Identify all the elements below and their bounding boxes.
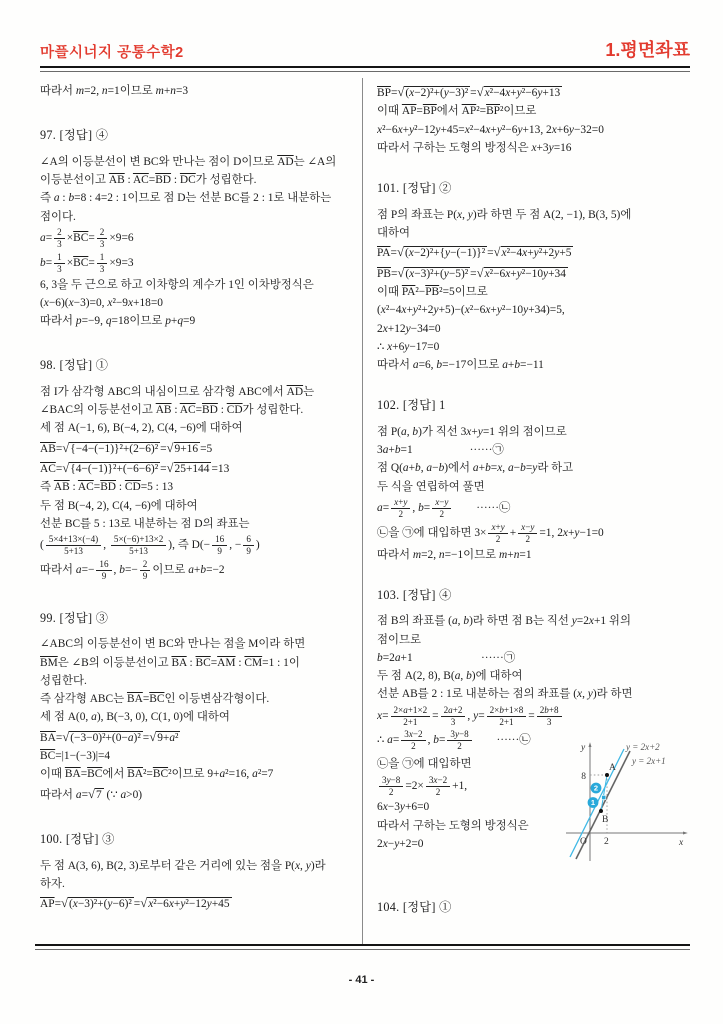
solution-line: 이때 $\overline{PA}^2-\overline{PB}^2=5$이므로 [377, 286, 488, 299]
solution-line: 2x+12y−34=0 [377, 322, 441, 335]
solution-line: $\overline{BM}$은 ∠B의 이등분선이고 $\overline{BA}$ : $\overline{BC}=\overline{AM}$ : $\overline{CM}=1$ : 1이 [40, 656, 300, 669]
solution-line: 두 점 B(−4, 2), C(4, −6)에 대하여 [40, 499, 198, 512]
solution-line: x²−6x+y²−12y+45=x²−4x+y²−6y+13, 2x+6y−32=0 [377, 123, 604, 136]
solution-line: 점 P(a, b)가 직선 3x+y=1 위의 점이므로 [377, 425, 567, 438]
ratio-badge-1-label: 1 [590, 798, 596, 808]
solution-section [40, 356, 359, 583]
solution-line: 두 식을 연립하여 풀면 [377, 480, 485, 493]
solution-line: ∠BAC의 이등분선이고 $\overline{AB}$ : $\overline{AC}=\overline{BD}$ : $\overline{CD}$가 성립한다. [40, 404, 304, 417]
solution-line: $\overline{PB}=√(x-3)^2+(y-5)^2 =√x^2-6x+y^2-10y+34$ [377, 265, 566, 280]
section-heading: 100. [정답] ③ [40, 831, 115, 846]
solution-section [377, 898, 696, 918]
header-rule [40, 66, 690, 72]
solution-line: 6x−3y+6=0 [377, 801, 430, 814]
solution-section [377, 179, 696, 374]
origin-label: O [580, 837, 587, 848]
solution-line: 선분 BC를 5 : 13로 내분하는 점 D의 좌표는 [40, 517, 250, 530]
solution-line: 즉 a : b=8 : 4=2 : 1이므로 점 D는 선분 BC를 2 : 1로 내분하는 [40, 192, 332, 205]
solution-section [40, 609, 359, 804]
solution-line: 따라서 m=2, n=−1이므로 m+n=1 [377, 548, 532, 561]
solution-line: 3a+b=1 ······㉠ [377, 444, 504, 457]
solution-line: 2x−y+2=0 [377, 837, 424, 850]
solution-line: 따라서 구하는 도형의 방정식은 [377, 819, 529, 832]
solution-line: 따라서 m=2, n=1이므로 m+n=3 [40, 85, 189, 97]
solution-line: ∠A의 이등분선이 변 BC와 만나는 점이 D이므로 $\overline{AD}$는 ∠A의 [40, 155, 337, 168]
solution-line: $\overline{BC}=|1-(-3)|=4$ [40, 750, 111, 763]
solution-line: 점이므로 [377, 633, 422, 646]
y-axis-label: y [581, 743, 586, 754]
line1-equation-label: y = 2x+2 [626, 742, 660, 753]
solution-line: $\overline{BA}=√(-3-0)^2+(0-a)^2 =√9+a^2$ [40, 729, 179, 744]
solution-line: 6, 3을 두 근으로 하고 이차항의 계수가 1인 이차방정식은 [40, 278, 314, 291]
solution-line: 따라서 구하는 도형의 방정식은 x+3y=16 [377, 141, 572, 154]
footer-rule [35, 944, 690, 950]
x-axis-label: x [679, 838, 684, 849]
section-heading: 103. [정답] ④ [377, 587, 452, 602]
page-number: - 41 - [348, 974, 375, 986]
solution-line: $\overline{BP}=√(x-2)^2+(y-3)^2 =√x^2-4x+y^2-6y+13$ [377, 85, 561, 99]
solution-line: b= $\frac{1}{3}$ $\times\overline{BC}=$ $\frac{1}{3}$ ×9=3 [40, 251, 134, 274]
solution-line: ( $\frac{5\times 4+13\times(-4)}{5+13}$ , $\frac{5\times(-6)+13\times 2}{5+13}$ ), 즉 D(− $\frac{16}{9}$ , − $\frac{6}{9}$ ) [40, 534, 260, 557]
solution-line: $\frac{3y-8}{2}$ =2× $\frac{3x-2}{2}$ +1, [377, 774, 560, 799]
y-axis-arrow-icon [589, 743, 592, 748]
continuation-block [40, 82, 359, 100]
point-b-dot [599, 809, 603, 813]
solution-line: 점 I가 삼각형 ABC의 내심이므로 삼각형 ABC에서 $\overline{AD}$는 [40, 385, 315, 398]
solution-line: 따라서 a=6, b=−17이므로 a+b=−11 [377, 359, 544, 372]
solution-line: 하자. [40, 877, 65, 890]
continuation-block [377, 82, 696, 157]
right-column [377, 80, 696, 945]
line2-equation-label: y = 2x+1 [632, 756, 666, 767]
solution-line: 점 Q(a+b, a−b)에서 a+b=x, a−b=y라 하고 [377, 462, 574, 475]
column-divider [362, 78, 363, 944]
solution-line: 점이다. [40, 210, 76, 223]
solution-section [377, 586, 696, 876]
x-axis-arrow-icon [683, 832, 688, 835]
solution-line: 세 점 A(−1, 6), B(−4, 2), C(4, −6)에 대하여 [40, 422, 243, 435]
solution-line: $\overline{AC}=√\{4-(-1)\}^2+(-6-6)^2 =√25+144 =13$ [40, 460, 230, 475]
solution-line: 즉 $\overline{AB}$ : $\overline{AC}=\overline{BD}$ : $\overline{CD}=5$ : 13 [40, 481, 174, 494]
section-heading: 99. [정답] ③ [40, 610, 109, 625]
section-heading: 97. [정답] ④ [40, 128, 109, 143]
section-heading: 98. [정답] ① [40, 358, 109, 373]
ratio-badge-2-label: 2 [593, 783, 599, 793]
page-header [40, 36, 690, 62]
x-tick-label: 2 [604, 837, 609, 848]
section-heading: 104. [정답] ① [377, 899, 452, 914]
text-graph-row [377, 742, 696, 875]
solution-line: (x−6)(x−3)=0, x²−9x+18=0 [40, 296, 163, 309]
solution-line: 따라서 a=− $\frac{16}{9}$ , b=− $\frac{2}{9}$ 이므로 a+b=−2 [40, 559, 225, 581]
solution-line: ∴ a= $\frac{3x-2}{2}$ , b= $\frac{3y-8}{2}$ ······㉡ [377, 729, 531, 752]
solution-line: 이때 $\overline{AP}=\overline{BP}$에서 $\overline{AP}^2=\overline{BP}^2$이므로 [377, 105, 537, 118]
solution-line: ㉡을 ㉠에 대입하면 [377, 758, 472, 771]
solution-line: $\overline{AP}=√(x-3)^2+(y-6)^2 =√x^2-6x+y^2-12y+45$ [40, 896, 230, 910]
solution-line: 점 P의 좌표는 P(x, y)라 하면 두 점 A(2, −1), B(3, 5)에 [377, 208, 632, 221]
solution-line: 두 점 A(3, 6), B(2, 3)로부터 같은 거리에 있는 점을 P(x, y)라 [40, 859, 326, 872]
graph-svg [560, 739, 696, 869]
solution-section [40, 830, 359, 913]
solution-line: 이때 $\overline{BA}=\overline{BC}$에서 $\overline{BA}^2=\overline{BC}^2$이므로 9+a²=16, a²=7 [40, 768, 274, 781]
division-point-marker [602, 796, 606, 800]
solution-line: 따라서 a=√7 (∵ a>0) [40, 786, 143, 801]
y-tick-label: 8 [581, 772, 586, 783]
solution-line: a= $\frac{2}{3}$ $\times\overline{BC}=$ $\frac{2}{3}$ ×9=6 [40, 226, 134, 249]
solution-line: ∠ABC의 이등분선이 변 BC와 만나는 점을 M이라 하면 [40, 638, 306, 651]
solution-line: 성립한다. [40, 674, 87, 687]
solution-line: 이등분선이고 $\overline{AB}$ : $\overline{AC}=\overline{BD}$ : $\overline{DC}$가 성립한다. [40, 174, 257, 187]
solution-line: x= $\frac{2\times a+1\times 2}{2+1}$ = $\frac{2a+2}{3}$ , y= $\frac{2\times b+1\times 8}{2+1}$ = $\frac{2b+8}{3}$ [377, 704, 696, 729]
solution-line: 따라서 p=−9, q=18이므로 p+q=9 [40, 315, 196, 328]
point-a-dot [605, 773, 609, 777]
solution-line: 대하여 [377, 226, 411, 239]
solution-line: 두 점 A(2, 8), B(a, b)에 대하여 [377, 670, 523, 683]
solution-section [377, 396, 696, 564]
section-heading: 102. [정답] 1 [377, 398, 446, 413]
solution-line: 점 B의 좌표를 (a, b)라 하면 점 B는 직선 y=2x+1 위의 [377, 615, 631, 628]
solution-line: (x²−4x+y²+2y+5)−(x²−6x+y²−10y+34)=5, [377, 304, 565, 317]
solution-line: b=2a+1 ······㉠ [377, 651, 516, 664]
solution-line: 선분 AB를 2 : 1로 내분하는 점의 좌표를 (x, y)라 하면 [377, 688, 633, 701]
point-b-label: B [602, 815, 609, 826]
solution-line: a= $\frac{x+y}{2}$ , b= $\frac{x-y}{2}$ ······㉡ [377, 496, 511, 519]
graph-adjacent-lines [377, 753, 560, 853]
chapter-title: 1.평면좌표 [605, 40, 690, 60]
point-a-label: A [609, 763, 616, 774]
solution-line: $\overline{PA}=√(x-2)^2+\{y-(-1)\}^2 =√x^2-4x+y^2+2y+5$ [377, 245, 572, 260]
coordinate-graph [560, 739, 696, 875]
book-title: 마플시너지 공통수학2 [40, 45, 184, 61]
solution-line: ㉡을 ㉠에 대입하면 3× $\frac{x+y}{2}$ + $\frac{x-y}{2}$ =1, 2x+y−1=0 [377, 521, 604, 544]
section-heading: 101. [정답] ② [377, 181, 452, 196]
solution-line: 즉 삼각형 ABC는 $\overline{BA}=\overline{BC}$인 이등변삼각형이다. [40, 693, 270, 706]
solution-line: $\overline{AB}=√\{-4-(-1)\}^2+(2-6)^2 =√9+16 =5$ [40, 440, 213, 455]
left-column [40, 80, 359, 945]
solution-line: ∴ x+6y−17=0 [377, 340, 440, 353]
solution-section [40, 126, 359, 330]
solution-line: 세 점 A(0, a), B(−3, 0), C(1, 0)에 대하여 [40, 711, 230, 724]
